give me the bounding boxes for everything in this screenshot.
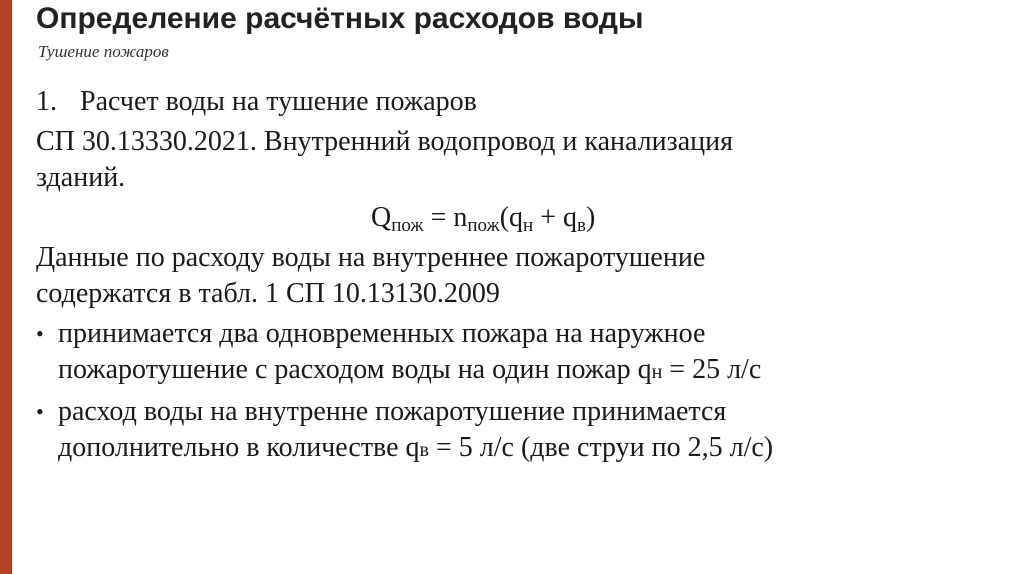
formula-n-sub: пож bbox=[467, 215, 500, 236]
bullet-2-line-2-text: дополнительно в количестве q bbox=[58, 432, 420, 463]
formula-close: ) bbox=[585, 202, 596, 233]
slide-subtitle: Тушение пожаров bbox=[38, 42, 169, 61]
flow-formula bbox=[36, 200, 996, 236]
item-text: Расчет воды на тушение пожаров bbox=[80, 86, 477, 117]
bullet-1-line-2 bbox=[58, 352, 996, 390]
slide-title: Определение расчётных расходов воды bbox=[36, 2, 644, 35]
formula-plus: + q bbox=[533, 202, 577, 233]
norm-line-2: зданий. bbox=[36, 162, 126, 193]
norm-reference bbox=[36, 124, 996, 196]
data-line-2: содержатся в табл. 1 СП 10.13130.2009 bbox=[36, 278, 500, 309]
formula-eq: = bbox=[423, 202, 454, 233]
formula-lhs-sub: пож bbox=[391, 215, 424, 236]
data-paragraph bbox=[36, 240, 996, 312]
bullet-2-line-2 bbox=[58, 430, 996, 468]
formula-q2-sub: в bbox=[576, 215, 586, 236]
accent-bar bbox=[0, 0, 12, 574]
bullet-2-line-1: расход воды на внутренне пожаротушение принимается bbox=[58, 396, 727, 427]
data-line-1: Данные по расходу воды на внутреннее пожаротушение bbox=[36, 242, 706, 273]
bullet-2-subscript: в bbox=[419, 439, 429, 461]
formula-lhs: Q bbox=[371, 202, 392, 233]
bullet-item-outdoor bbox=[36, 316, 996, 390]
formula-open: (q bbox=[499, 202, 524, 233]
bullet-1-line-1: принимается два одновременных пожара на наружное bbox=[58, 318, 706, 349]
norm-line-1: СП 30.13330.2021. Внутренний водопровод и канализация bbox=[36, 126, 733, 157]
bullet-2-value: = 5 л/с (две струи по 2,5 л/с) bbox=[429, 432, 774, 463]
item-number: 1. bbox=[36, 86, 57, 117]
bullet-1-line-2-text: пожаротушение с расходом воды на один пожар q bbox=[58, 354, 652, 385]
formula-n: n bbox=[453, 202, 468, 233]
bullet-icon: • bbox=[36, 321, 44, 346]
bullet-1-subscript: н bbox=[651, 361, 663, 383]
bullet-1-value: = 25 л/с bbox=[662, 354, 762, 385]
formula-q1-sub: н bbox=[523, 215, 534, 236]
bullet-item-indoor bbox=[36, 394, 996, 468]
numbered-item bbox=[36, 84, 996, 120]
bullet-icon: • bbox=[36, 399, 44, 424]
slide-content bbox=[36, 84, 996, 468]
